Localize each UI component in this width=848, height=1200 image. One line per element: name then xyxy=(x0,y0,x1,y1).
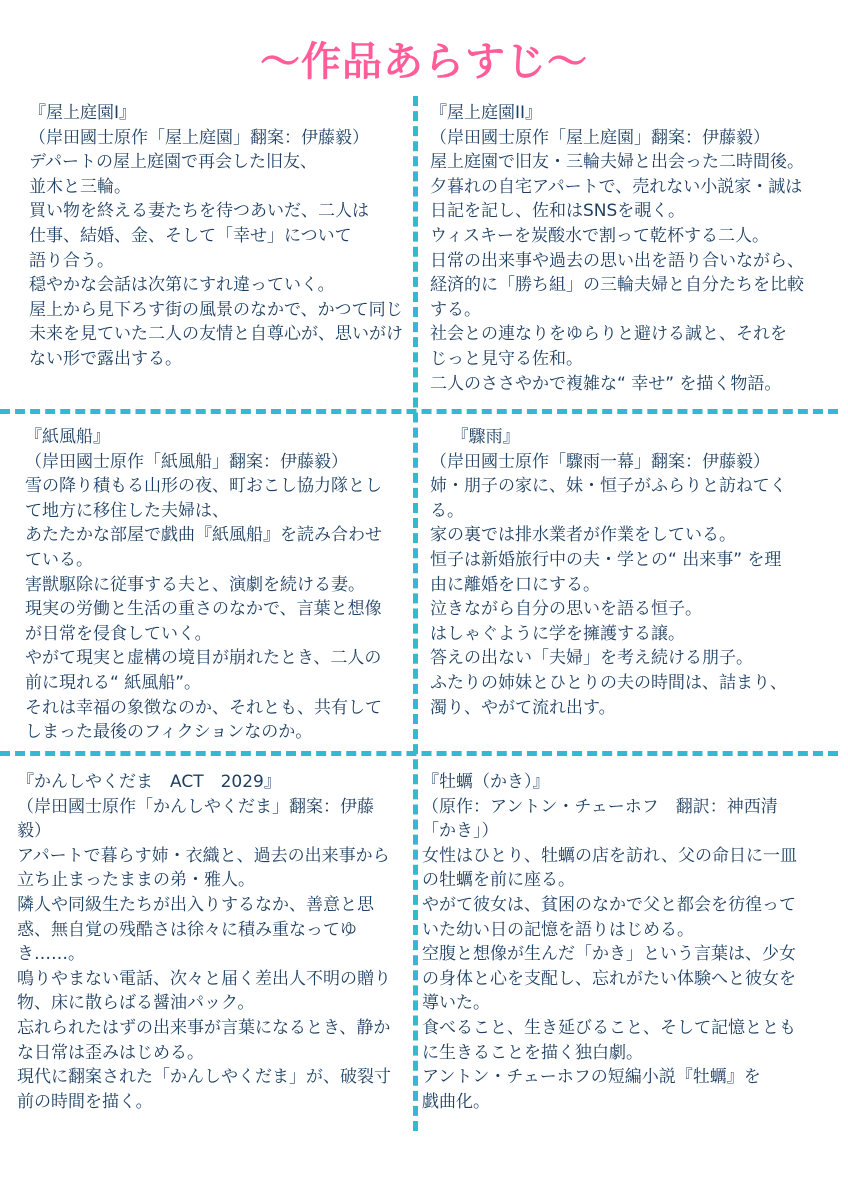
synopsis-line: 夕暮れの自宅アパートで、売れない小説家・誠は xyxy=(430,176,803,197)
synopsis-line: 並木と三輪。 xyxy=(29,176,131,197)
synopsis-line: 前の時間を描く。 xyxy=(17,1091,153,1112)
synopsis-line: 「かき」） xyxy=(422,821,499,842)
work-title: 『紙風船』 xyxy=(25,427,110,447)
synopsis-line: 恒子は新婚旅行中の夫・学との“ 出来事” を理 xyxy=(430,549,782,570)
synopsis-line: 女性はひとり、牡蠣の店を訪れ、父の命日に一皿 xyxy=(422,845,798,866)
synopsis-line: 穏やかな会話は次第にすれ違っていく。 xyxy=(29,275,335,296)
work-title: 『牡蠣（かき）』 xyxy=(422,772,550,792)
synopsis-line: が日常を侵食していく。 xyxy=(25,623,212,644)
synopsis-line: 鳴りやまない電話、次々と届く差出人不明の贈り xyxy=(17,968,391,989)
synopsis-line: 二人のささやかで複雑な“ 幸せ” を描く物語。 xyxy=(430,373,782,394)
synopsis-line: 害獣駆除に従事する夫と、演劇を続ける妻。 xyxy=(25,574,365,595)
synopsis-line: の身体と心を支配し、忘れがたい体験へと彼女を xyxy=(422,968,796,989)
synopsis-line: 空腹と想像が生んだ「かき」という言葉は、少女 xyxy=(422,944,796,965)
work-title: 『驟雨』 xyxy=(430,427,520,447)
synopsis-line: 前に現れる“ 紙風船”。 xyxy=(25,672,202,693)
work-credit: （原作：アントン・チェーホフ 翻訳：神西清 xyxy=(422,796,778,817)
synopsis-shuu xyxy=(430,425,840,720)
synopsis-line: 戯曲化。 xyxy=(422,1091,490,1112)
synopsis-line: 仕事、結婚、金、そして「幸せ」について xyxy=(29,225,352,246)
page-title: 〜作品あらすじ〜 xyxy=(260,39,588,85)
synopsis-okujou-teien-2 xyxy=(430,101,840,396)
work-title: 『屋上庭園II』 xyxy=(430,103,543,123)
synopsis-line: き……。 xyxy=(17,944,85,965)
work-credit: （岸田國士原作「屋上庭園」翻案：伊藤毅） xyxy=(29,127,369,148)
synopsis-line: 食べること、生き延びること、そして記憶ととも xyxy=(422,1017,796,1038)
synopsis-line: アパートで暮らす姉・衣織と、過去の出来事から xyxy=(17,845,390,866)
synopsis-line: ふたりの姉妹とひとりの夫の時間は、詰まり、 xyxy=(430,672,787,693)
synopsis-kanshakudama xyxy=(17,770,409,1114)
synopsis-line: 物、床に散らばる醤油パック。 xyxy=(17,993,255,1014)
synopsis-line: に生きることを描く独白劇。 xyxy=(422,1042,643,1063)
synopsis-line: 隣人や同級生たちが出入りするなか、善意と思 xyxy=(17,894,374,915)
synopsis-line: ている。 xyxy=(25,549,93,570)
synopsis-line: 買い物を終える妻たちを待つあいだ、二人は xyxy=(29,201,369,222)
synopsis-line: ウィスキーを炭酸水で割って乾杯する二人。 xyxy=(430,225,769,246)
synopsis-line: あたたかな部屋で戯曲『紙風船』を読み合わせ xyxy=(25,525,382,546)
synopsis-line: はしゃぐように学を擁護する譲。 xyxy=(430,623,685,644)
horizontal-divider-top xyxy=(0,409,838,414)
work-credit: （岸田國士原作「紙風船」翻案：伊藤毅） xyxy=(25,451,348,472)
synopsis-line: 日記を記し、佐和はSNSを覗く。 xyxy=(430,201,685,222)
synopsis-line: 由に離婚を口にする。 xyxy=(430,574,600,595)
synopsis-line: 家の裏では排水業者が作業をしている。 xyxy=(430,525,736,546)
synopsis-line: 立ち止まったままの弟・雅人。 xyxy=(17,870,255,891)
synopsis-line: て地方に移住した夫婦は、 xyxy=(25,500,229,521)
synopsis-line: る。 xyxy=(430,500,464,521)
synopsis-line: 濁り、やがて流れ出す。 xyxy=(430,697,616,718)
work-title: 『かんしやくだま ACT 2029』 xyxy=(17,772,281,792)
synopsis-line: 語り合う。 xyxy=(29,250,114,271)
synopsis-line: 泣きながら自分の思いを語る恒子。 xyxy=(430,599,702,620)
synopsis-line: 姉・朋子の家に、妹・恒子がふらりと訪ねてく xyxy=(430,476,787,497)
synopsis-line: アントン・チェーホフの短編小説『牡蠣』を xyxy=(422,1067,761,1088)
synopsis-line: な日常は歪みはじめる。 xyxy=(17,1042,204,1063)
work-title: 『屋上庭園I』 xyxy=(29,103,137,123)
synopsis-line: 毅） xyxy=(17,821,51,842)
synopsis-line: 現実の労働と生活の重さのなかで、言葉と想像 xyxy=(25,599,382,620)
synopsis-kamifusen xyxy=(25,425,409,745)
synopsis-line: 現代に翻案された「かんしやくだま」が、破裂寸 xyxy=(17,1067,391,1088)
synopsis-line: やがて彼女は、貧困のなかで父と都会を彷徨って xyxy=(422,894,796,915)
synopsis-line: ない形で露出する。 xyxy=(29,348,182,369)
synopsis-okujou-teien-1 xyxy=(29,101,409,372)
synopsis-line: する。 xyxy=(430,299,481,320)
synopsis-line: 惑、無自覚の残酷さは徐々に積み重なってゆ xyxy=(17,919,357,940)
synopsis-line: じっと見守る佐和。 xyxy=(430,348,583,369)
horizontal-divider-bottom xyxy=(0,751,838,756)
synopsis-line: 屋上から見下ろす街の風景のなかで、かつて同じ xyxy=(29,299,403,320)
synopsis-line: 屋上庭園で旧友・三輪夫婦と出会った二時間後。 xyxy=(430,152,804,173)
work-credit: （岸田國士原作「かんしやくだま」翻案：伊藤 xyxy=(17,796,374,817)
synopsis-line: の牡蠣を前に座る。 xyxy=(422,870,575,891)
synopsis-line: いた幼い日の記憶を語りはじめる。 xyxy=(422,919,694,940)
synopsis-line: 未来を見ていた二人の友情と自尊心が、思いがけ xyxy=(29,324,403,345)
synopsis-line: 雪の降り積もる山形の夜、町おこし協力隊とし xyxy=(25,476,382,497)
synopsis-line: 忘れられたはずの出来事が言葉になるとき、静か xyxy=(17,1017,391,1038)
synopsis-line: それは幸福の象徴なのか、それとも、共有して xyxy=(25,697,382,718)
work-credit: （岸田國士原作「屋上庭園」翻案：伊藤毅） xyxy=(430,127,770,148)
synopsis-kaki xyxy=(422,770,840,1114)
synopsis-line: 日常の出来事や過去の思い出を語り合いながら、 xyxy=(430,250,804,271)
vertical-divider xyxy=(413,96,418,1131)
synopsis-line: 経済的に「勝ち組」の三輪夫婦と自分たちを比較 xyxy=(430,275,804,296)
synopsis-line: 答えの出ない「夫婦」を考え続ける朋子。 xyxy=(430,648,753,669)
synopsis-line: やがて現実と虚構の境目が崩れたとき、二人の xyxy=(25,648,382,669)
work-credit: （岸田國士原作「驟雨一幕」翻案：伊藤毅） xyxy=(430,451,770,472)
synopsis-line: 社会との連なりをゆらりと避ける誠と、それを xyxy=(430,324,787,345)
synopsis-line: しまった最後のフィクションなのか。 xyxy=(25,722,313,743)
synopsis-line: デパートの屋上庭園で再会した旧友、 xyxy=(29,152,317,173)
synopsis-line: 導いた。 xyxy=(422,993,490,1014)
